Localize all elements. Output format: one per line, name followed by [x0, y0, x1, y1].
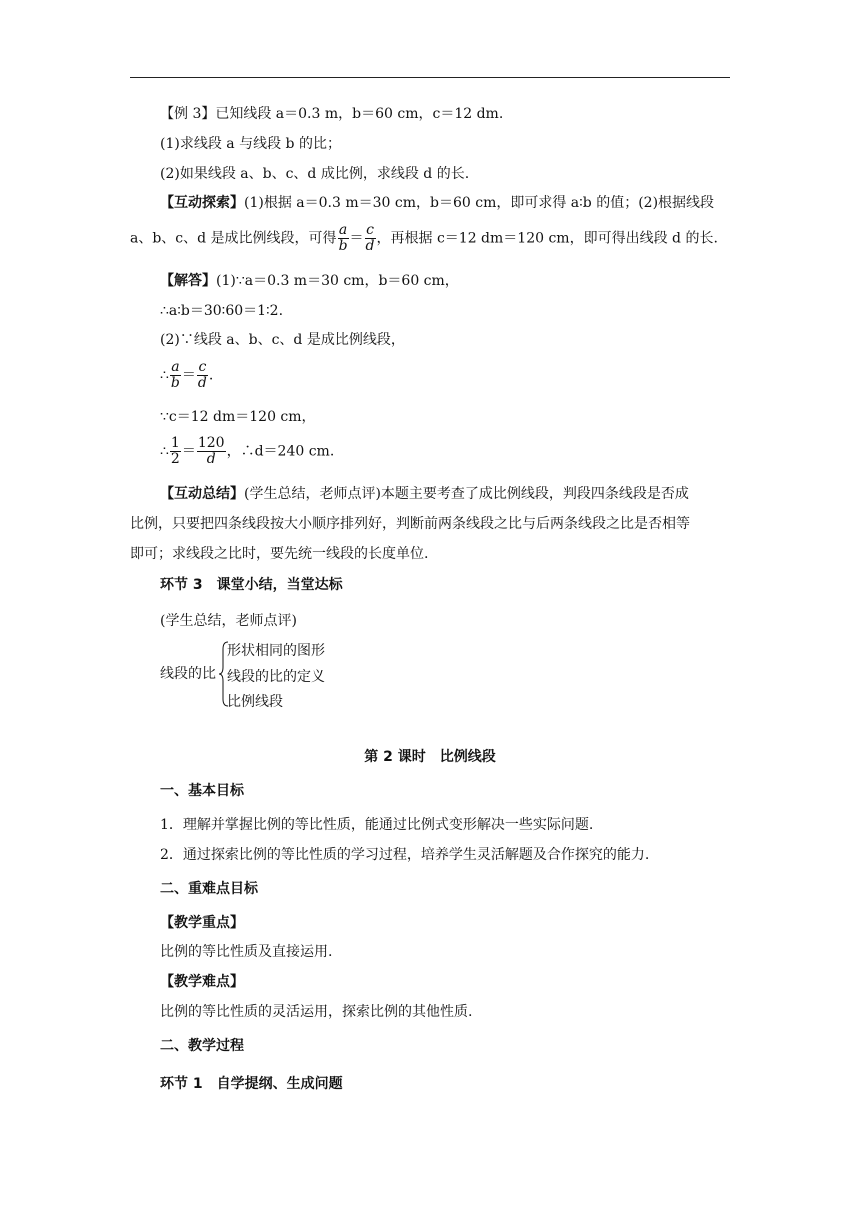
example-line-3: (2)如果线段 a、b、c、d 成比例，求线段 d 的长.	[160, 166, 470, 182]
key-point-tag: 【教学重点】	[160, 915, 244, 931]
frac-den: b	[170, 375, 180, 391]
equals-sign: ＝	[181, 443, 196, 460]
outline-item: 比例线段	[227, 694, 283, 710]
answer-text-1: (1)∵a＝0.3 m＝30 cm，b＝60 cm，	[216, 273, 459, 289]
section-3-note: (学生总结，老师点评)	[160, 613, 297, 629]
summary-line-3: 即可；求线段之比时，要先统一线段的长度单位.	[130, 546, 429, 562]
explore-text-3: ，再根据 c＝12 dm＝120 cm，即可得出线段 d 的长.	[376, 230, 718, 247]
explore-line-1	[160, 194, 714, 212]
answer-text-6: ，∴d＝240 cm.	[226, 443, 335, 460]
answer-tag: 【解答】	[160, 273, 216, 289]
frac-num: 120	[197, 435, 225, 451]
goal-2: 2．通过探索比例的等比性质的学习过程，培养学生灵活解题及合作探究的能力.	[160, 847, 650, 863]
frac-num: a	[338, 222, 348, 238]
outline-item: 形状相同的图形	[227, 643, 325, 659]
section-3-title: 环节 3 课堂小结，当堂达标	[160, 577, 343, 593]
heading-basic-goals: 一、基本目标	[160, 783, 244, 799]
explore-line-2	[130, 223, 718, 254]
difficult-point-tag: 【教学难点】	[160, 974, 244, 990]
example-line-2: (1)求线段 a 与线段 b 的比；	[160, 136, 341, 152]
fraction-c-over-d	[365, 223, 376, 254]
heading-teaching-process: 二、教学过程	[160, 1038, 244, 1054]
frac-num: c	[366, 222, 374, 238]
fraction-120-over-d	[197, 436, 226, 467]
frac-den: 2	[170, 451, 180, 467]
answer-line-3: (2)∵线段 a、b、c、d 是成比例线段，	[160, 332, 405, 348]
frac-num: a	[171, 359, 180, 375]
example-line-1: 【例 3】已知线段 a＝0.3 m，b＝60 cm，c＝12 dm.	[160, 106, 504, 122]
answer-line-6	[160, 436, 334, 467]
summary-tag: 【互动总结】	[160, 486, 244, 502]
lesson-2-title: 第 2 课时 比例线段	[364, 749, 496, 765]
answer-line-5: ∵c＝12 dm＝120 cm，	[160, 409, 316, 425]
header-rule	[130, 77, 730, 78]
summary-text-1: (学生总结，老师点评)本题主要考查了成比例线段，判段四条线段是否成	[244, 486, 689, 502]
fraction-c-over-d	[197, 360, 208, 391]
difficult-point-text: 比例的等比性质的灵活运用，探索比例的其他性质.	[160, 1004, 473, 1020]
outline-item: 线段的比的定义	[227, 669, 325, 685]
frac-den: b	[338, 238, 348, 254]
answer-line-1	[160, 272, 459, 290]
therefore-sign: ∴	[160, 367, 169, 384]
fraction-1-over-2	[170, 436, 181, 467]
fraction-a-over-b	[338, 223, 349, 254]
summary-line-1	[160, 485, 689, 503]
goal-1: 1．理解并掌握比例的等比性质，能通过比例式变形解决一些实际问题.	[160, 817, 594, 833]
explore-text-2: a、b、c、d 是成比例线段，可得	[130, 230, 337, 247]
frac-num: 1	[170, 435, 180, 451]
explore-tag: 【互动探索】	[160, 195, 244, 211]
summary-line-2: 比例，只要把四条线段按大小顺序排列好，判断前两条线段之比与后两条线段之比是否相等	[130, 516, 690, 532]
fraction-a-over-b	[170, 360, 181, 391]
equals-sign: ＝	[181, 367, 196, 384]
outline-root: 线段的比	[160, 666, 216, 682]
therefore-sign: ∴	[160, 443, 169, 460]
equals-sign: ＝	[349, 230, 364, 247]
frac-den: d	[197, 375, 207, 391]
frac-num: c	[198, 359, 207, 375]
key-point-text: 比例的等比性质及直接运用.	[160, 944, 333, 960]
heading-key-goals: 二、重难点目标	[160, 881, 258, 897]
answer-line-4: ∴ $\frac{a}{b}$ ＝ $\frac{c}{d}$ .	[160, 359, 214, 391]
frac-den: d	[365, 238, 375, 254]
explore-text-1: (1)根据 a＝0.3 m＝30 cm，b＝60 cm，即可求得 a∶b 的值；(2)根据线段	[244, 195, 715, 211]
frac-den: d	[206, 451, 216, 467]
answer-line-2: ∴a∶b＝30∶60＝1∶2.	[160, 303, 284, 319]
section-1-title: 环节 1 自学提纲、生成问题	[160, 1076, 343, 1092]
